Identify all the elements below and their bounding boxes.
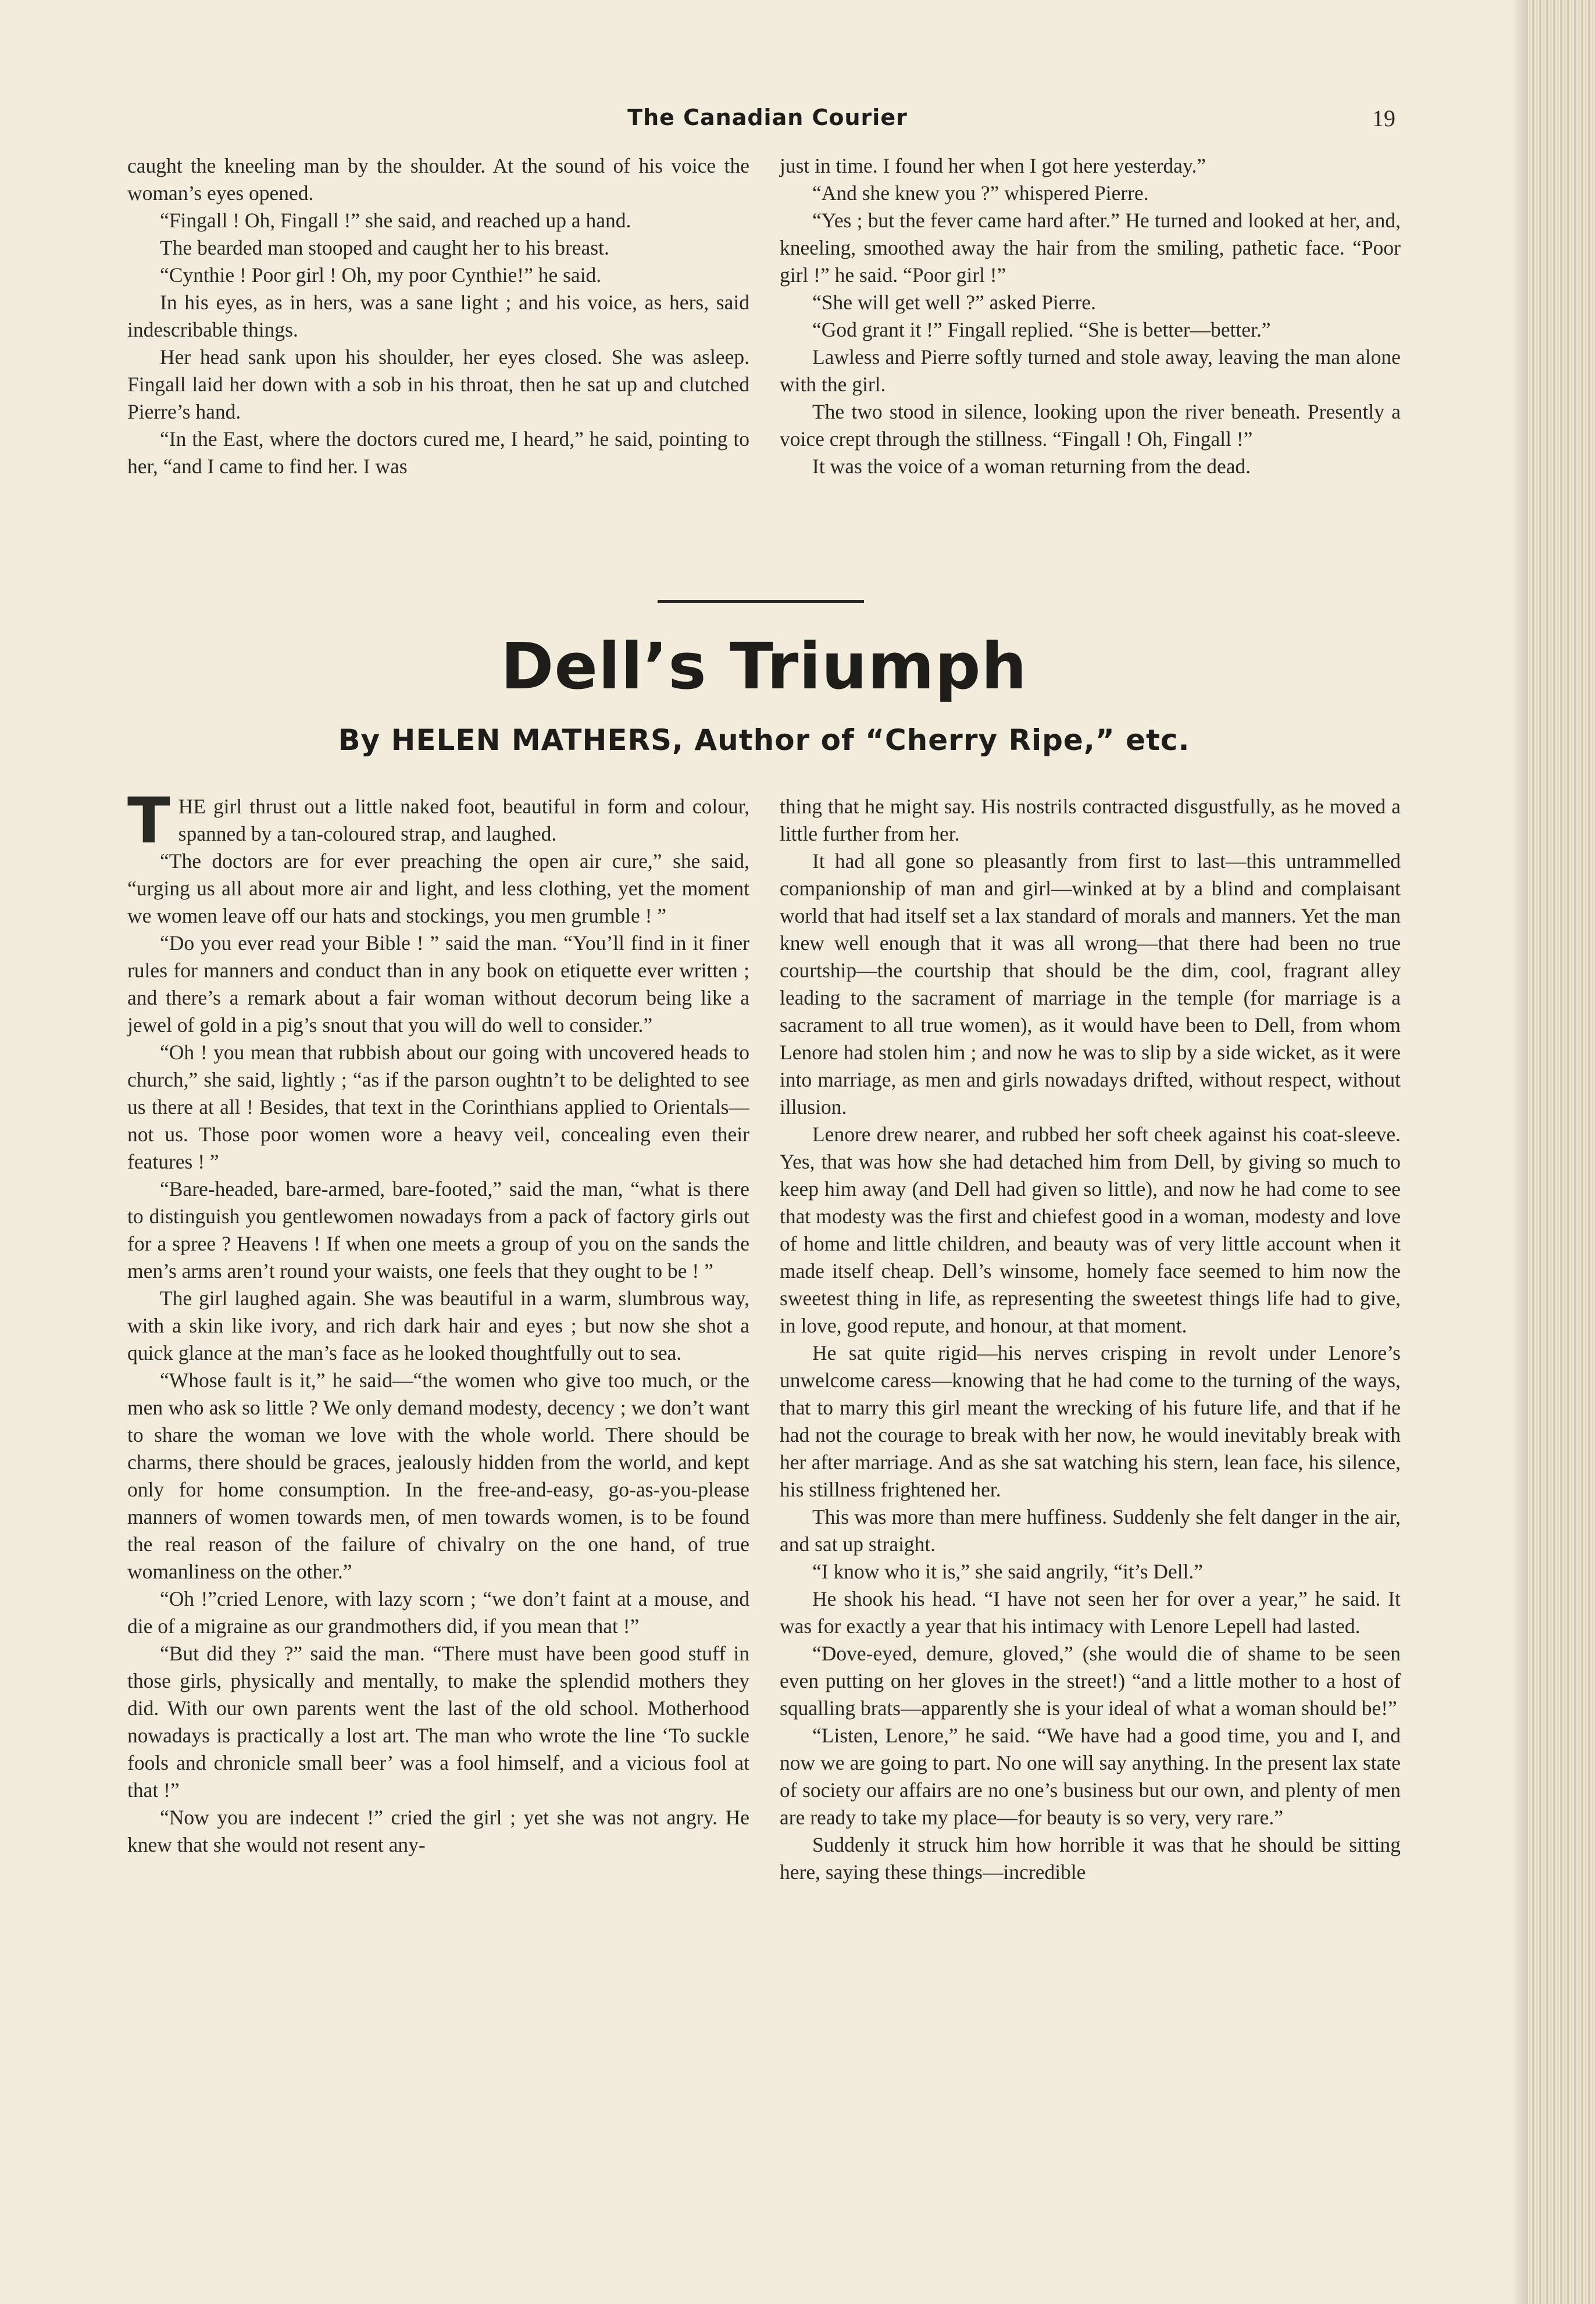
- opening-paragraph: [127, 785, 749, 858]
- paragraph: Her head sank upon his shoulder, her eyes closed. She was asleep. Fingall laid her down with a sob in his throat, then he sat up and clutched Pierre’s hand.: [127, 345, 749, 423]
- page-number: 19: [1372, 105, 1395, 131]
- paragraph: “Now you are indecent !” cried the girl ; yet she was not angry. He knew that she would not resent any-: [127, 1806, 749, 1856]
- paragraph: “The doctors are for ever preaching the open air cure,” she said, “urging us all about more air and light, and less clothing, yet the moment we women leave off our hats and stockings, you men grumble ! ”: [127, 849, 749, 927]
- paragraph: “Whose fault is it,” he said—“the women who give too much, or the men who ask so little ? We only demand modesty, decency ; we don’t want to share the woman we love with the whole world. There should be charms, there should be graces, jealously hidden from the world, and kept only for home consumption. In the free-and-easy, go-as-you-please manners of women towards men, of men towards women, is to be found the real reason of the failure of chivalry on the one hand, of true womanliness on the other.”: [127, 1369, 749, 1583]
- paragraph: “Cynthie ! Poor girl ! Oh, my poor Cynthie!” he said.: [160, 263, 602, 287]
- prior-story-left-column: [127, 152, 749, 480]
- paragraph: caught the kneeling man by the shoulder. At the sound of his voice the woman’s eyes opened.: [127, 154, 749, 205]
- paragraph: “Bare-headed, bare-armed, bare-footed,” said the man, “what is there to distinguish you gentlewomen nowadays from a pack of factory girls out for a spree ? Heavens ! If when one meets a group of you on the sands the men’s arms aren’t round your waists, one feels that they ought to be ! ”: [127, 1177, 749, 1283]
- gutter-shadow: [1512, 0, 1529, 2304]
- prior-story-right-column: [780, 152, 1401, 480]
- drop-cap: T: [127, 785, 170, 858]
- paragraph: It was the voice of a woman returning from the dead.: [812, 455, 1251, 478]
- stacked-page-edges: [1528, 0, 1596, 2304]
- paragraph: “She will get well ?” asked Pierre.: [812, 291, 1096, 314]
- paragraph: “Oh !”cried Lenore, with lazy scorn ; “we don’t faint at a mouse, and die of a migraine as our grandmothers did, if you mean that !”: [127, 1587, 749, 1638]
- paragraph: “Oh ! you mean that rubbish about our going with uncovered heads to church,” she said, lightly ; “as if the parson oughtn’t to be delighted to see us there at all ! Besides, that text in the Corinthians applied to Orientals—not us. Those poor women wore a heavy veil, concealing even their features ! ”: [127, 1041, 749, 1173]
- paragraph: thing that he might say. His nostrils contracted disgustfully, as he moved a little further from her.: [780, 795, 1401, 845]
- paragraph: He sat quite rigid—his nerves crisping in revolt under Lenore’s unwelcome caress—knowing that he had come to the turning of the ways, that to marry this girl meant the wrecking of his future life, and that if he had not the courage to break with her now, he would inevitably break with her after marriage. And as she sat watching his stern, lean face, his silence, his stillness frightened her.: [780, 1341, 1401, 1501]
- paragraph: In his eyes, as in hers, was a sane light ; and his voice, as hers, said indescribable things.: [127, 291, 749, 341]
- story-title: Dell’s Triumph: [501, 629, 1027, 703]
- paragraph: “Listen, Lenore,” he said. “We have had a good time, you and I, and now we are going to part. No one will say anything. In the present lax state of society our affairs are no one’s business but our own, and plenty of men are ready to take my place—for beauty is so very, very rare.”: [780, 1724, 1401, 1829]
- paragraph: “Dove-eyed, demure, gloved,” (she would die of shame to be seen even putting on her gloves in the street!) “and a little mother to a host of squalling brats—apparently she is your ideal of what a woman should be!”: [780, 1642, 1401, 1720]
- story-byline: By HELEN MATHERS, Author of “Cherry Ripe,” etc.: [338, 723, 1190, 757]
- paragraph: Suddenly it struck him how horrible it was that he should be sitting here, saying these things—incredible: [780, 1833, 1401, 1884]
- story-left-column: [127, 785, 749, 1859]
- paragraph: The two stood in silence, looking upon the river beneath. Presently a voice crept through the stillness. “Fingall ! Oh, Fingall !”: [780, 400, 1401, 451]
- paragraph: “I know who it is,” she said angrily, “it’s Dell.”: [812, 1560, 1204, 1583]
- paragraph: Lawless and Pierre softly turned and stole away, leaving the man alone with the girl.: [780, 345, 1401, 396]
- paragraph: “Fingall ! Oh, Fingall !” she said, and reached up a hand.: [160, 209, 631, 232]
- paragraph: It had all gone so pleasantly from first to last—this untrammelled companionship of man and girl—winked at by a blind and complaisant world that had itself set a lax standard of morals and manners. Yet the man knew well enough that it was all wrong—that there had been no true courtship—the courtship that should be the dim, cool, fragrant alley leading to the sacrament of marriage in the temple (for marriage is a sacrament to all true women), as it would have been to Dell, from whom Lenore had stolen him ; and now he was to slip by a side wicket, as it were into marriage, as men and girls nowadays drifted, without respect, without illusion.: [780, 849, 1401, 1119]
- paragraph: The bearded man stooped and caught her to his breast.: [160, 236, 609, 259]
- paragraph: The girl laughed again. She was beautiful in a warm, slumbrous way, with a skin like ivory, and rich dark hair and eyes ; but now she shot a quick glance at the man’s face as he looked thoughtfully out to sea.: [127, 1287, 749, 1364]
- opening-text: HE girl thrust out a little naked foot, beautiful in form and colour, spanned by a tan-coloured strap, and laughed.: [178, 795, 749, 845]
- paragraph: “Do you ever read your Bible ! ” said the man. “You’ll find in it finer rules for manners and conduct than in any book on etiquette ever written ; and there’s a remark about a fair woman without decorum being like a jewel of gold in a pig’s snout that you will do well to consider.”: [127, 931, 749, 1037]
- story-right-column: [780, 793, 1401, 1886]
- paragraph: “God grant it !” Fingall replied. “She is better—better.”: [812, 318, 1271, 341]
- paragraph: “But did they ?” said the man. “There must have been good stuff in those girls, physically and mentally, to make the splendid mothers they did. With our own parents went the last of the old school. Motherhood nowadays is practically a lost art. The man who wrote the line ‘To suckle fools and chronicle small beer’ was a fool himself, and a vicious fool at that !”: [127, 1642, 749, 1802]
- paragraph: “And she knew you ?” whispered Pierre.: [812, 181, 1149, 205]
- paragraph: This was more than mere huffiness. Suddenly she felt danger in the air, and sat up straight.: [780, 1505, 1401, 1556]
- paragraph: just in time. I found her when I got here yesterday.”: [780, 154, 1206, 177]
- section-divider: [658, 600, 864, 603]
- paragraph: “Yes ; but the fever came hard after.” He turned and looked at her, and, kneeling, smoothed away the hair from the smiling, pathetic face. “Poor girl !” he said. “Poor girl !”: [780, 209, 1401, 287]
- paragraph: He shook his head. “I have not seen her for over a year,” he said. It was for exactly a year that his intimacy with Lenore Lepell had lasted.: [780, 1587, 1401, 1638]
- paragraph: “In the East, where the doctors cured me, I heard,” he said, pointing to her, “and I came to find her. I was: [127, 427, 749, 478]
- running-title: The Canadian Courier: [627, 105, 908, 130]
- paragraph: Lenore drew nearer, and rubbed her soft cheek against his coat-sleeve. Yes, that was how she had detached him from Dell, by giving so much to keep him away (and Dell had given so little), and now he had come to see that modesty was the first and chiefest good in a woman, modesty and love of home and little children, and beauty was of very little account when it made itself cheap. Dell’s winsome, homely face seemed to him now the sweetest thing in life, as representing the sweetest things life had to give, in love, good repute, and honour, at that moment.: [780, 1123, 1401, 1337]
